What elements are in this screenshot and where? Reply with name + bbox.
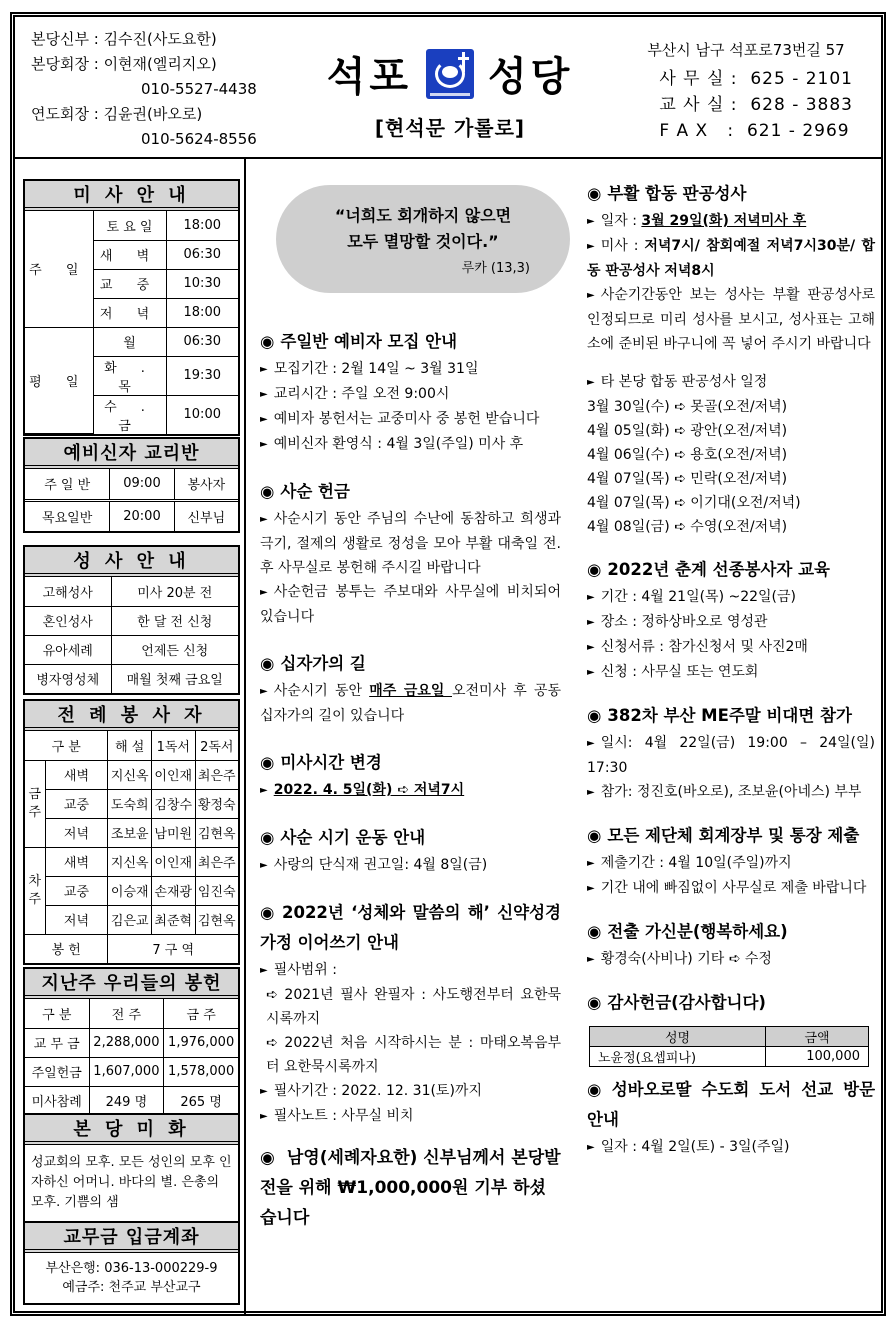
sacrament-info: 미사 20분 전: [111, 577, 238, 606]
sacrament-name: 병자영성체: [25, 664, 111, 693]
staff-yeondo-phone: 010-5624-8556: [141, 130, 257, 148]
server-cell: 김현옥: [195, 818, 238, 847]
arrow-icon: ►: [260, 364, 268, 375]
section-mass-change: ◉ 미사시간 변경 ► 2022. 4. 5일(화) ➪ 저녁7시: [260, 753, 465, 798]
time-cell: 19:30: [166, 356, 238, 395]
section-lent-movement: ◉ 사순 시기 운동 안내 ► 사랑의 단식재 권고일: 4월 8일(금): [260, 828, 488, 873]
arrow-icon: ►: [587, 883, 595, 894]
server-cell: 최은주: [195, 760, 238, 789]
parish-story-box: [23, 1113, 240, 1223]
bank-account: 부산은행: 036-13-000229-9: [45, 1261, 218, 1276]
section-bullet-icon: ◉: [260, 482, 275, 501]
liturgy-servers-box: [23, 699, 240, 965]
offerings-table: [25, 999, 238, 1115]
server-cell: 김은교: [108, 905, 152, 934]
section-bullet-icon: ◉: [587, 706, 602, 725]
arrow-icon: ►: [260, 389, 268, 400]
next-week-label: 차주: [25, 847, 45, 934]
schedule-item: 4월 07일(목) ➪ 민락(오전/저녁): [587, 471, 788, 487]
church-address: 부산시 남구 석포로73번길 57: [647, 41, 845, 59]
header-cell: 금 주: [164, 999, 238, 1028]
header-cell: 금액: [766, 1027, 869, 1047]
bulletin-frame: [10, 12, 886, 1316]
mass-schedule-box: [23, 179, 240, 436]
sacrament-info: 매월 첫째 금요일: [111, 664, 238, 693]
mass-cell: 저녁: [45, 818, 108, 847]
catechumen-table: [25, 469, 238, 531]
right-column: [575, 159, 881, 1316]
section-bullet-icon: ◉: [260, 1148, 275, 1168]
arrow-icon: ►: [260, 1111, 268, 1122]
offering-label: 교 무 금: [25, 1028, 89, 1057]
arrow-icon: ►: [587, 241, 595, 252]
church-name-right: 성당: [488, 54, 574, 100]
mass-cell: 새벽: [45, 760, 108, 789]
server-cell: 김창수: [152, 789, 196, 818]
offering-label: 봉 헌: [25, 934, 108, 963]
middle-column: [248, 159, 573, 1316]
arrow-icon: ►: [260, 587, 268, 598]
schedule-item: 4월 07일(목) ➪ 이기대(오전/저녁): [587, 495, 801, 511]
prev-week-value: 2,288,000: [89, 1028, 164, 1057]
account-title: 교무금 입금계좌: [25, 1223, 238, 1253]
prev-week-value: 249 명: [89, 1086, 164, 1115]
arrow-icon: ►: [587, 216, 595, 227]
parish-logo-icon: [426, 49, 474, 99]
header-cell: 2독서: [195, 731, 238, 760]
server-cell: 도숙희: [108, 789, 152, 818]
day-cell: 토 요 일: [93, 211, 166, 240]
contact-teachers: 교 사 실 : 628 - 3883: [659, 95, 853, 115]
server-cell: 최은주: [195, 847, 238, 876]
arrow-icon: ►: [587, 617, 595, 628]
teacher-cell: 봉사자: [174, 469, 238, 500]
time-cell: 06:30: [166, 327, 238, 356]
donor-name: 노윤정(요셉피나): [590, 1047, 766, 1067]
section-bullet-icon: ◉: [587, 1080, 606, 1099]
section-lent-offering: ◉ 사순 헌금 ► 사순시기 동안 주님의 수난에 동참하고 희생과 극기, 절제의 생활로 정성을 모아 부활 대축일 전.후 사무실로 봉헌해 주시길 바랍니다 ► 사순헌금 봉투는 주보대와 사무실에 비치되어 있습니다: [260, 482, 561, 625]
day-cell: 교 중: [93, 269, 166, 298]
this-week-value: 1,578,000: [164, 1057, 238, 1086]
parish-story-title: 본 당 미 화: [25, 1115, 238, 1145]
section-bullet-icon: ◉: [587, 560, 602, 579]
arrow-icon: ►: [260, 965, 268, 976]
arrow-icon: ►: [587, 738, 595, 749]
arrow-icon: ►: [260, 686, 268, 697]
sacrament-info: 언제든 신청: [111, 635, 238, 664]
prev-week-value: 1,607,000: [89, 1057, 164, 1086]
section-server-training: ◉ 2022년 춘계 선종봉사자 교육 ► 기간 : 4월 21일(목) ~22일(금) ► 장소 : 정하상바오로 영성관 ► 신청서류 : 참가신청서 및 사진2매 ► 신청 : 사무실 또는 연도회: [587, 560, 830, 680]
sacrament-name: 혼인성사: [25, 606, 111, 635]
offerings-box: [23, 967, 240, 1117]
this-week-label: 금주: [25, 760, 45, 847]
header-cell: 1독서: [152, 731, 196, 760]
class-cell: 목요일반: [25, 500, 110, 531]
section-catechumen-recruit: ◉ 주일반 예비자 모집 안내 ► 모집기간 : 2월 14일 ~ 3월 31일 ► 교리시간 : 주일 오전 9:00시 ► 예비자 봉헌서는 교중미사 중 봉헌 받습니다 ► 예비신자 환영식 : 4월 3일(주일) 미사 후: [260, 332, 540, 452]
arrow-icon: ►: [260, 514, 268, 525]
time-cell: 20:00: [110, 500, 174, 531]
section-bullet-icon: ◉: [587, 922, 602, 941]
section-easter-penance: ◉ 부활 합동 판공성사 ► 일자 : 3월 29일(화) 저녁미사 후 ► 미사 : 저녁7시/ 참회예절 저녁7시30분/ 합동 판공성사 저녁8시 ► 사순기간동안 보는 성사는 부활 판공성사로 인정되므로 미리 성사를 보시고, 성사표는 고해소에 준비된 바구니에 꼭 넣어 주시기 바랍니다 ► 타 본당 합동 판공성사 일정 3월 30일(수) ➪ 못골(오전/저녁) 4월 05일(화) ➪ 광안(오전/저녁) 4월 06일(수) ➪ 용호(오전/저녁) 4월 07일(목) ➪ 민락(오전/저녁) 4월 07일(목) ➪ 이기대(오전/저녁) 4월 08일(금) ➪ 수영(오전/저녁): [587, 179, 875, 539]
header-cell: 전 주: [89, 999, 164, 1028]
section-donation: ◉ 남영(세례자요한) 신부님께서 본당발전을 위해 ₩1,000,000원 기부 하셨습니다: [260, 1148, 561, 1228]
arrow-icon: ►: [260, 785, 268, 796]
offering-label: 주일헌금: [25, 1057, 89, 1086]
quote-line: “너희도 회개하지 않으면: [334, 206, 512, 225]
arrow-icon: ►: [587, 954, 595, 965]
donation-amount: 100,000: [766, 1047, 869, 1067]
sacraments-box: [23, 545, 240, 695]
arrow-icon: ►: [260, 1086, 268, 1097]
arrow-icon: ►: [587, 1142, 595, 1153]
teacher-cell: 신부님: [174, 500, 238, 531]
patron-subtitle: [현석문 가롤로]: [374, 116, 526, 140]
arrow-icon: ►: [587, 787, 595, 798]
day-cell: 월: [93, 327, 166, 356]
section-bullet-icon: ◉: [260, 332, 275, 351]
quote-line: 모두 멸망할 것이다.”: [347, 232, 499, 251]
sunday-label: 주 일: [25, 211, 93, 327]
liturgy-servers-table: [25, 731, 238, 963]
quote-reference: 루카 (13,3): [461, 261, 530, 276]
server-cell: 지신옥: [108, 847, 152, 876]
time-cell: 18:00: [166, 298, 238, 327]
sacrament-info: 한 달 전 신청: [111, 606, 238, 635]
arrow-icon: ►: [587, 377, 595, 388]
arrow-icon: ►: [587, 592, 595, 603]
header-cell: 성명: [590, 1027, 766, 1047]
header-cell: 해 설: [108, 731, 152, 760]
section-bullet-icon: ◉: [587, 993, 602, 1012]
section-bullet-icon: ◉: [587, 826, 602, 845]
day-cell: 수 . 금: [93, 395, 166, 434]
account-holder: 예금주: 천주교 부산교구: [62, 1280, 201, 1295]
mass-cell: 저녁: [45, 905, 108, 934]
arrow-icon: ►: [260, 414, 268, 425]
scripture-quote: [276, 185, 570, 293]
section-bullet-icon: ◉: [587, 184, 602, 203]
server-cell: 남미원: [152, 818, 196, 847]
class-cell: 주 일 반: [25, 469, 110, 500]
arrow-icon: ►: [260, 439, 268, 450]
section-bible-copy: ◉ 2022년 ‘성체와 말씀의 해’ 신약성경 가정 이어쓰기 안내 ► 필사범위 : ➪ 2021년 필사 완필자 : 사도행전부터 요한묵시록까지 ➪ 2022년 처음 시작하시는 분 : 마태오복음부터 요한묵시록까지 ► 필사기간 : 2022. 12. 31(토)까지 ► 필사노트 : 사무실 비치: [260, 903, 561, 1124]
time-cell: 06:30: [166, 240, 238, 269]
sacraments-title: 성 사 안 내: [25, 547, 238, 577]
time-cell: 18:00: [166, 211, 238, 240]
catechumen-box: [23, 437, 240, 533]
section-bullet-icon: ◉: [260, 828, 275, 847]
this-week-value: 1,976,000: [164, 1028, 238, 1057]
sacraments-table: [25, 577, 238, 693]
section-bullet-icon: ◉: [260, 753, 275, 772]
table-row: [590, 1047, 869, 1067]
day-cell: 새 벽: [93, 240, 166, 269]
section-me-weekend: ◉ 382차 부산 ME주말 비대면 참가 ► 일시: 4월 22일(금) 19:00 – 24일(일) 17:30 ► 참가: 정진호(바오로), 조보윤(아네스) 부부: [587, 706, 875, 800]
schedule-item: 4월 06일(수) ➪ 용호(오전/저녁): [587, 447, 788, 463]
sacrament-name: 고해성사: [25, 577, 111, 606]
section-bullet-icon: ◉: [260, 654, 275, 673]
mass-cell: 교중: [45, 876, 108, 905]
contact-fax: F A X : 621 - 2969: [659, 121, 850, 141]
church-contacts: [647, 39, 853, 144]
header-cell: 구 분: [25, 731, 108, 760]
time-cell: 10:00: [166, 395, 238, 434]
header-cell: 구 분: [25, 999, 89, 1028]
mass-cell: 교중: [45, 789, 108, 818]
contact-office: 사 무 실 : 625 - 2101: [659, 69, 853, 89]
church-name-left: 석포: [326, 54, 412, 100]
schedule-item: 3월 30일(수) ➪ 못골(오전/저녁): [587, 399, 788, 415]
server-cell: 최준혁: [152, 905, 196, 934]
arrow-icon: ►: [587, 667, 595, 678]
arrow-icon: ►: [260, 860, 268, 871]
server-cell: 지신옥: [108, 760, 152, 789]
section-thanks-offering: ◉ 감사헌금(감사합니다) 성명 금액 노윤정(요셉피나) 100,000: [587, 988, 875, 1067]
schedule-item: 4월 05일(화) ➪ 광안(오전/저녁): [587, 423, 788, 439]
offerings-title: 지난주 우리들의 봉헌: [25, 969, 238, 999]
section-stations-of-cross: ◉ 십자가의 길 ► 사순시기 동안 매주 금요일 오전미사 후 공동 십자가의 길이 있습니다: [260, 654, 562, 724]
staff-president-phone: 010-5527-4438: [141, 80, 257, 98]
section-accounts-submit: ◉ 모든 제단체 회계장부 및 통장 제출 ► 제출기간 : 4월 10일(주일)까지 ► 기간 내에 빠짐없이 사무실로 제출 바랍니다: [587, 826, 867, 896]
server-cell: 이승재: [108, 876, 152, 905]
account-box: [23, 1221, 240, 1305]
parish-story-text: 성교회의 모후. 모든 성인의 모후 인자하신 어머니. 바다의 별. 은총의 모후. 기쁨의 샘: [31, 1155, 232, 1210]
sacrament-name: 유아세례: [25, 635, 111, 664]
scope-item: ➪ 2022년 처음 시작하시는 분 : 마태오복음부터 요한묵시록까지: [266, 1035, 561, 1075]
server-cell: 황정숙: [195, 789, 238, 818]
day-cell: 저 녁: [93, 298, 166, 327]
church-title: [305, 45, 595, 141]
schedule-item: 4월 08일(금) ➪ 수영(오전/저녁): [587, 519, 788, 535]
server-cell: 임진숙: [195, 876, 238, 905]
thanks-offering-table: [589, 1026, 869, 1067]
section-nuns-visit: ◉ 성바오로딸 수도회 도서 선교 방문 안내 ► 일자 : 4월 2일(토) - 3일(주일): [587, 1080, 876, 1155]
arrow-icon: ►: [587, 642, 595, 653]
day-cell: 화 . 목: [93, 356, 166, 395]
bulletin-header: [15, 17, 881, 159]
time-cell: 09:00: [110, 469, 174, 500]
offering-label: 미사참례: [25, 1086, 89, 1115]
section-moved-out: ◉ 전출 가신분(행복하세요) ► 황경숙(사비나) 기타 ➪ 수정: [587, 922, 788, 967]
staff-priest: 본당신부 : 김수진(사도요한): [31, 30, 217, 48]
server-cell: 이인재: [152, 760, 196, 789]
server-cell: 조보윤: [108, 818, 152, 847]
catechumen-title: 예비신자 교리반: [25, 439, 238, 469]
sidebar: [15, 159, 246, 1316]
arrow-icon: ►: [587, 858, 595, 869]
staff-info: [31, 27, 257, 152]
arrow-icon: ►: [587, 290, 595, 301]
section-bullet-icon: ◉: [260, 903, 276, 922]
server-cell: 김현옥: [195, 905, 238, 934]
this-week-value: 265 명: [164, 1086, 238, 1115]
mass-schedule-table: [25, 211, 238, 434]
mass-cell: 새벽: [45, 847, 108, 876]
server-cell: 이인재: [152, 847, 196, 876]
scope-item: ➪ 2021년 필사 완필자 : 사도행전부터 요한묵시록까지: [266, 987, 561, 1027]
time-cell: 10:30: [166, 269, 238, 298]
staff-president: 본당회장 : 이현재(엘리지오): [31, 55, 217, 73]
weekday-label: 평 일: [25, 327, 93, 434]
offering-value: 7 구 역: [108, 934, 238, 963]
liturgy-servers-title: 전 례 봉 사 자: [25, 701, 238, 731]
staff-yeondo: 연도회장 : 김윤권(바오로): [31, 105, 203, 123]
mass-schedule-title: 미 사 안 내: [25, 181, 238, 211]
server-cell: 손재광: [152, 876, 196, 905]
